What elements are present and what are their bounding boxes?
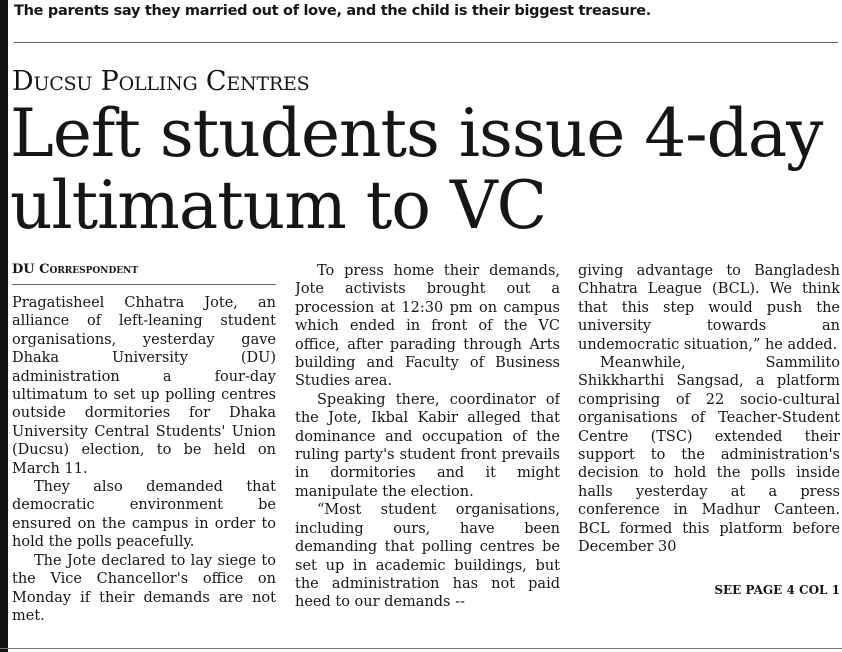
paragraph: Meanwhile, Sammilito Shikkharthi Sangsad, a platform comprising of 22 socio-cultural organisations of Teacher-Student Centre (TSC) extended their support to the administration's decision to hold the polls inside halls yesterday at a press conference in Madhur Canteen. BCL formed this platform before December 30 bbox=[578, 355, 840, 556]
top-divider bbox=[14, 42, 838, 43]
paragraph: Pragatisheel Chhatra Jote, an alliance of left-leaning student organisations, yesterday gave Dhaka University (DU) administration a four-day ultimatum to set up polling centres outside dormitories for Dhaka University Central Students' Union (Ducsu) election, to be held on March 11. bbox=[12, 295, 276, 477]
top-caption: The parents say they married out of love, and the child is their biggest treasure. bbox=[14, 3, 651, 19]
bottom-divider bbox=[0, 648, 842, 649]
section-kicker: Ducsu Polling Centres bbox=[12, 66, 310, 97]
paragraph: Speaking there, coordinator of the Jote, Ikbal Kabir alleged that dominance and occupation of the ruling party's student front prevails in dormitories and it might manipulate the election. bbox=[295, 391, 560, 500]
page-edge-bar bbox=[0, 0, 8, 652]
byline-divider bbox=[12, 284, 276, 285]
paragraph: “Most student organisations, including ours, have been demanding that polling centres be set up in academic buildings, but the administration has not paid heed to our demands -- bbox=[295, 502, 560, 611]
paragraph: They also demanded that democratic environment be ensured on the campus in order to hold the polls peacefully. bbox=[12, 479, 276, 551]
headline-line-2: ultimatum to VC bbox=[10, 167, 547, 244]
jump-line[interactable]: SEE PAGE 4 COL 1 bbox=[714, 583, 840, 597]
byline: DU Correspondent bbox=[12, 262, 139, 277]
article-column-2 bbox=[295, 262, 560, 642]
article-column-1 bbox=[12, 294, 276, 644]
paragraph: giving advantage to Bangladesh Chhatra League (BCL). We think that this step would push the university towards an undemocratic situation,” he added. bbox=[578, 263, 840, 353]
headline-line-1: Left students issue 4-day bbox=[10, 95, 823, 172]
paragraph: To press home their demands, Jote activists brought out a procession at 12:30 pm on campus which ended in front of the VC office, after parading through Arts building and Faculty of Business Studies area. bbox=[295, 263, 560, 390]
headline bbox=[10, 95, 840, 244]
paragraph: The Jote declared to lay siege to the Vice Chancellor's office on Monday if their demands are not met. bbox=[12, 552, 276, 624]
